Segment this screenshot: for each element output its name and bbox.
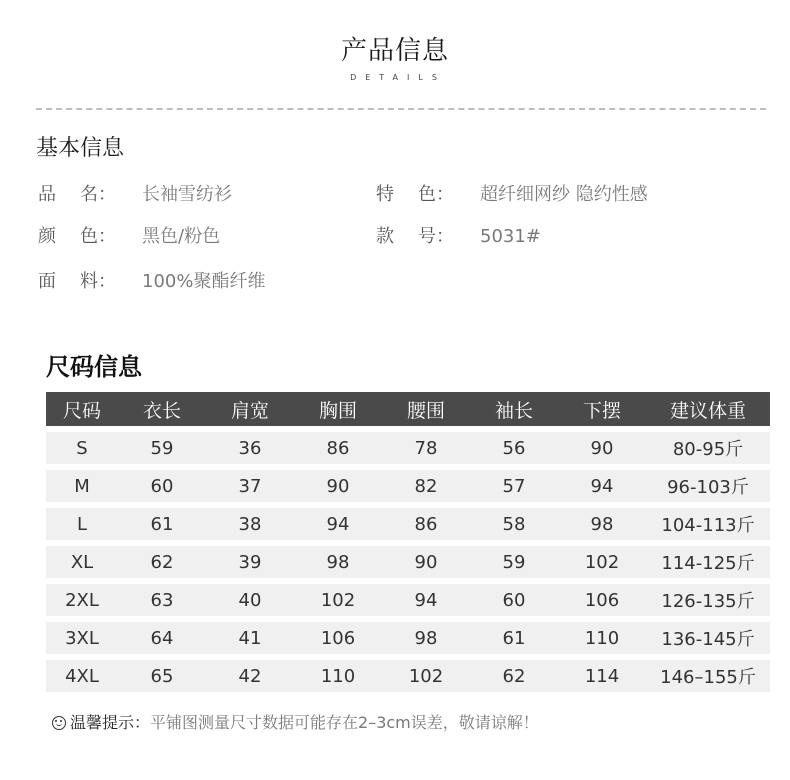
table-cell: 98 bbox=[382, 622, 470, 654]
table-cell: 98 bbox=[558, 508, 646, 540]
table-row bbox=[46, 470, 770, 502]
tip-label: 温馨提示： bbox=[70, 713, 151, 732]
field-label: 特 色： bbox=[376, 184, 454, 205]
table-cell: 60 bbox=[118, 470, 206, 502]
field-label: 品 名： bbox=[38, 184, 116, 205]
table-row bbox=[46, 622, 770, 654]
size-table bbox=[46, 386, 770, 698]
table-cell: 94 bbox=[294, 508, 382, 540]
table-cell: 114-125斤 bbox=[646, 546, 770, 578]
table-cell: 90 bbox=[558, 432, 646, 464]
field-value: 黑色/粉色 bbox=[142, 226, 221, 247]
table-cell: 102 bbox=[294, 584, 382, 616]
table-cell: 62 bbox=[470, 660, 558, 692]
tip-note bbox=[52, 710, 539, 733]
dashed-divider bbox=[36, 108, 766, 110]
table-cell: 98 bbox=[294, 546, 382, 578]
table-cell: 4XL bbox=[46, 660, 118, 692]
table-cell: 60 bbox=[470, 584, 558, 616]
table-cell: 94 bbox=[382, 584, 470, 616]
table-cell: 80-95斤 bbox=[646, 432, 770, 464]
table-cell: 61 bbox=[470, 622, 558, 654]
table-row bbox=[46, 508, 770, 540]
page-subtitle: DETAILS bbox=[350, 73, 446, 82]
table-cell: 42 bbox=[206, 660, 294, 692]
field-feature bbox=[376, 180, 648, 206]
table-row bbox=[46, 584, 770, 616]
table-cell: 57 bbox=[470, 470, 558, 502]
field-fabric bbox=[38, 267, 265, 293]
field-value: 5031# bbox=[480, 226, 541, 247]
table-cell: 86 bbox=[294, 432, 382, 464]
table-cell: 61 bbox=[118, 508, 206, 540]
column-header: 建议体重 bbox=[646, 392, 770, 426]
table-cell: 64 bbox=[118, 622, 206, 654]
tip-text: 平铺图测量尺寸数据可能存在2–3cm误差，敬请谅解！ bbox=[150, 713, 539, 732]
table-cell: 86 bbox=[382, 508, 470, 540]
basic-info-heading: 基本信息 bbox=[36, 136, 125, 161]
field-label: 面 料： bbox=[38, 271, 116, 292]
table-cell: 58 bbox=[470, 508, 558, 540]
column-header: 腰围 bbox=[382, 392, 470, 426]
table-cell: 136-145斤 bbox=[646, 622, 770, 654]
table-cell: 106 bbox=[294, 622, 382, 654]
column-header: 袖长 bbox=[470, 392, 558, 426]
table-row bbox=[46, 660, 770, 692]
table-cell: S bbox=[46, 432, 118, 464]
table-cell: 94 bbox=[558, 470, 646, 502]
table-cell: 146–155斤 bbox=[646, 660, 770, 692]
table-cell: 36 bbox=[206, 432, 294, 464]
table-cell: 3XL bbox=[46, 622, 118, 654]
table-cell: 63 bbox=[118, 584, 206, 616]
field-color bbox=[38, 222, 220, 248]
size-info-heading: 尺码信息 bbox=[46, 353, 142, 381]
table-cell: 40 bbox=[206, 584, 294, 616]
table-cell: 38 bbox=[206, 508, 294, 540]
table-cell: M bbox=[46, 470, 118, 502]
table-cell: L bbox=[46, 508, 118, 540]
smile-icon bbox=[52, 716, 66, 730]
column-header: 下摆 bbox=[558, 392, 646, 426]
column-header: 肩宽 bbox=[206, 392, 294, 426]
table-cell: 96-103斤 bbox=[646, 470, 770, 502]
field-name bbox=[38, 180, 232, 206]
page-title: 产品信息 bbox=[340, 36, 449, 66]
table-row bbox=[46, 432, 770, 464]
table-cell: 90 bbox=[294, 470, 382, 502]
table-cell: 110 bbox=[558, 622, 646, 654]
table-cell: 65 bbox=[118, 660, 206, 692]
field-label: 款 号： bbox=[376, 226, 454, 247]
size-table-header bbox=[46, 392, 770, 426]
table-cell: 39 bbox=[206, 546, 294, 578]
field-value: 超纤细网纱 隐约性感 bbox=[480, 184, 648, 205]
table-cell: 2XL bbox=[46, 584, 118, 616]
table-cell: 104-113斤 bbox=[646, 508, 770, 540]
table-cell: 37 bbox=[206, 470, 294, 502]
column-header: 尺码 bbox=[46, 392, 118, 426]
field-label: 颜 色： bbox=[38, 226, 116, 247]
table-cell: XL bbox=[46, 546, 118, 578]
table-cell: 102 bbox=[558, 546, 646, 578]
table-cell: 82 bbox=[382, 470, 470, 502]
column-header: 衣长 bbox=[118, 392, 206, 426]
table-cell: 90 bbox=[382, 546, 470, 578]
table-cell: 62 bbox=[118, 546, 206, 578]
table-row bbox=[46, 546, 770, 578]
table-cell: 59 bbox=[118, 432, 206, 464]
table-cell: 114 bbox=[558, 660, 646, 692]
table-cell: 126-135斤 bbox=[646, 584, 770, 616]
field-value: 长袖雪纺衫 bbox=[142, 184, 232, 205]
table-cell: 56 bbox=[470, 432, 558, 464]
field-value: 100%聚酯纤维 bbox=[142, 271, 266, 292]
column-header: 胸围 bbox=[294, 392, 382, 426]
table-cell: 102 bbox=[382, 660, 470, 692]
table-cell: 106 bbox=[558, 584, 646, 616]
table-cell: 78 bbox=[382, 432, 470, 464]
table-cell: 41 bbox=[206, 622, 294, 654]
table-cell: 110 bbox=[294, 660, 382, 692]
table-cell: 59 bbox=[470, 546, 558, 578]
field-style-number bbox=[376, 222, 541, 248]
